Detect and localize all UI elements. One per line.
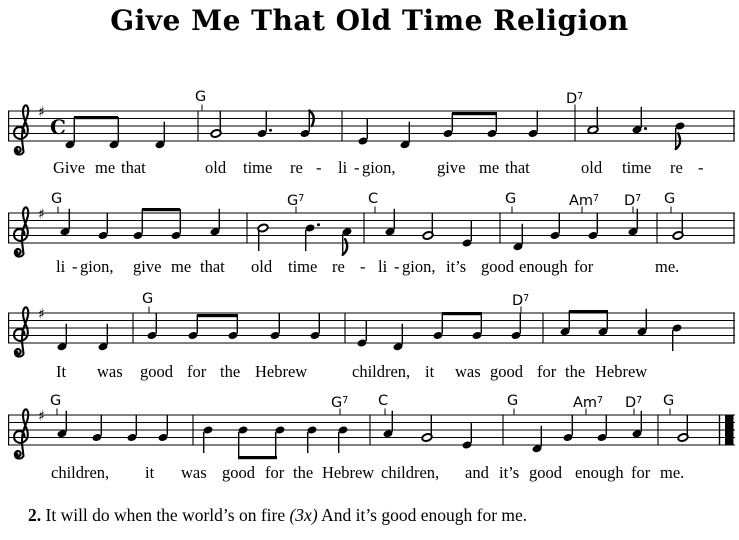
- lyric-syllable: Hebrew: [595, 362, 648, 381]
- repeat-marking: (3x): [289, 505, 318, 525]
- song-title: Give Me That Old Time Religion: [110, 4, 629, 37]
- lyric-syllable: children,: [381, 463, 440, 482]
- lyric-syllable: for: [265, 463, 285, 482]
- lyric-syllable: good: [481, 257, 514, 276]
- lyric-syllable: for: [187, 362, 207, 381]
- lyric-syllable: Hebrew: [322, 463, 375, 482]
- lyric-syllable: for: [574, 257, 594, 276]
- lyric-syllable: li: [378, 257, 388, 276]
- beam: [442, 312, 482, 315]
- chord-symbol: $D^7$: [512, 293, 530, 309]
- lyric-syllable: gion,: [80, 257, 114, 276]
- lyric-syllable: was: [181, 463, 207, 482]
- lyric-syllable: me.: [660, 463, 685, 482]
- lyric-syllable: -: [354, 158, 360, 177]
- chord-symbol: C: [378, 393, 389, 409]
- lyric-syllable: gion,: [402, 257, 436, 276]
- treble-clef-icon: [14, 207, 28, 256]
- lyric-syllable: enough: [575, 463, 624, 482]
- chord-symbol: $D^7$: [566, 91, 584, 107]
- lyric-syllable: me.: [655, 257, 680, 276]
- augmentation-dot: [317, 223, 320, 226]
- lyric-syllable: re: [670, 158, 683, 177]
- lyric-syllable: it: [425, 362, 435, 381]
- chord-symbol: $D^7$: [624, 193, 642, 209]
- clef-tail-dot: [14, 250, 18, 254]
- lyric-syllable: li: [338, 158, 348, 177]
- beam: [197, 314, 238, 317]
- lyric-syllable: it: [145, 463, 155, 482]
- verse-text: It will do when the world’s on fire: [41, 505, 290, 525]
- beam: [74, 116, 118, 119]
- lyric-syllable: re: [290, 158, 303, 177]
- lyric-syllable: It: [56, 362, 67, 381]
- verse-2-line: [28, 505, 527, 526]
- lyric-syllable: children,: [51, 463, 110, 482]
- lyric-syllable: and: [465, 463, 489, 482]
- chord-symbol: G: [663, 393, 675, 409]
- clef-tail-dot: [14, 350, 18, 354]
- chord-symbol: G: [142, 291, 154, 307]
- treble-clef-icon: [14, 105, 28, 154]
- lyric-syllable: was: [97, 362, 123, 381]
- lyric-syllable: it’s: [499, 463, 520, 482]
- lyric-syllable: good: [140, 362, 173, 381]
- lyric-syllable: give: [133, 257, 162, 276]
- lyric-syllable: that: [200, 257, 225, 276]
- key-signature-sharp: ♯: [38, 408, 45, 425]
- lyric-syllable: Hebrew: [255, 362, 308, 381]
- lyric-syllable: me: [479, 158, 500, 177]
- clef-tail-dot: [14, 452, 18, 456]
- final-thick-barline: [725, 415, 734, 446]
- lyric-syllable: good: [222, 463, 255, 482]
- treble-clef-icon: [14, 307, 28, 356]
- lyric-syllable: old: [205, 158, 227, 177]
- lyric-syllable: it’s: [446, 257, 467, 276]
- chord-symbol: $G^7$: [331, 395, 349, 411]
- chord-symbol: $G^7$: [287, 193, 305, 209]
- augmentation-dot: [269, 129, 272, 132]
- lyric-syllable: for: [537, 362, 557, 381]
- lyric-syllable: li: [56, 257, 66, 276]
- chord-symbol: G: [664, 191, 676, 207]
- lyric-syllable: enough: [519, 257, 568, 276]
- lyric-syllable: time: [243, 158, 273, 177]
- key-signature-sharp: ♯: [38, 306, 45, 323]
- clef-tail-dot: [14, 148, 18, 152]
- lyric-syllable: old: [251, 257, 273, 276]
- beam: [142, 208, 180, 211]
- augmentation-dot: [644, 127, 647, 130]
- chord-symbol: G: [50, 393, 62, 409]
- lyric-syllable: the: [220, 362, 241, 381]
- lyric-syllable: old: [581, 158, 603, 177]
- chord-symbol: C: [368, 191, 379, 207]
- lyric-syllable: good: [490, 362, 523, 381]
- chord-symbol: G: [507, 393, 519, 409]
- lyric-syllable: children,: [352, 362, 411, 381]
- chord-symbol: G: [51, 191, 63, 207]
- lyric-syllable: -: [360, 257, 366, 276]
- lyric-syllable: the: [565, 362, 586, 381]
- verse-number: 2.: [28, 505, 42, 525]
- key-signature-sharp: ♯: [38, 104, 45, 121]
- lyric-syllable: was: [455, 362, 481, 381]
- lyric-syllable: good: [529, 463, 562, 482]
- lyric-syllable: re: [332, 257, 345, 276]
- lyric-syllable: -: [394, 257, 400, 276]
- lyric-syllable: that: [505, 158, 530, 177]
- lyric-syllable: for: [631, 463, 651, 482]
- lyric-syllable: me: [95, 158, 116, 177]
- chord-symbol: G: [195, 89, 207, 105]
- key-signature-sharp: ♯: [38, 206, 45, 223]
- beam: [238, 456, 277, 459]
- chord-symbol: G: [505, 191, 517, 207]
- beam: [569, 310, 608, 313]
- verse-text-end: And it’s good enough for me.: [317, 505, 528, 525]
- treble-clef-icon: [14, 409, 28, 458]
- lyric-syllable: the: [293, 463, 314, 482]
- lyric-syllable: gion,: [362, 158, 396, 177]
- lyric-syllable: -: [316, 158, 322, 177]
- lyric-syllable: me: [171, 257, 192, 276]
- time-signature: C: [50, 115, 66, 139]
- beam: [452, 112, 497, 115]
- lyric-syllable: give: [437, 158, 466, 177]
- lyric-syllable: Give: [53, 158, 86, 177]
- chord-symbol: Am$^7$: [573, 395, 604, 411]
- lyric-syllable: -: [72, 257, 78, 276]
- lyric-syllable: that: [121, 158, 146, 177]
- lyric-syllable: time: [288, 257, 318, 276]
- chord-symbol: $D^7$: [625, 395, 643, 411]
- chord-symbol: Am$^7$: [569, 193, 600, 209]
- lyric-syllable: time: [622, 158, 652, 177]
- lyric-syllable: -: [698, 158, 704, 177]
